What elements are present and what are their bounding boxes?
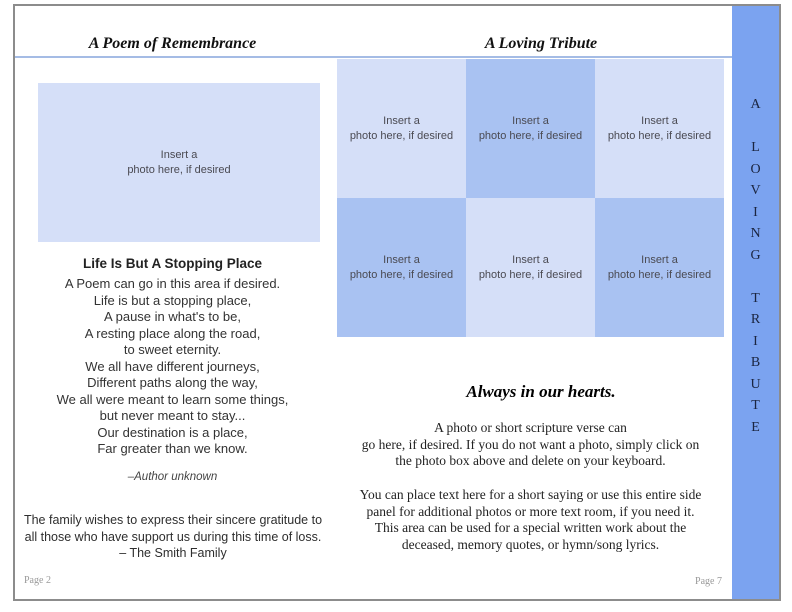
tribute-paragraph-line: A photo or short scripture verse can <box>434 420 627 435</box>
poem-line: Our destination is a place, <box>97 424 248 440</box>
photo-placeholder-grid <box>337 59 724 337</box>
page-number-right: Page 7 <box>695 576 722 587</box>
poem-line: A pause in what's to be, <box>104 309 241 324</box>
photo-placeholder-line1: Insert a <box>512 114 549 127</box>
photo-placeholder-text <box>479 253 582 283</box>
photo-placeholder-line1: Insert a <box>383 114 420 127</box>
tribute-heading: Always in our hearts. <box>466 382 616 401</box>
tribute-banner <box>732 6 779 599</box>
tribute-paragraph-1 <box>340 420 721 470</box>
photo-placeholder-line2: photo here, if desired <box>478 129 583 142</box>
tribute-paragraph-line: You can place text here for a short saying or use this entire side <box>359 487 702 502</box>
poem-line: Far greater than we know. <box>97 441 248 456</box>
poem-line: Different paths along the way, <box>87 375 258 390</box>
family-note-line: all those who have support us during this time of loss. <box>24 529 322 544</box>
page-number-left: Page 2 <box>24 575 51 586</box>
poem-title: Life Is But A Stopping Place <box>82 256 262 271</box>
poem-section <box>20 255 325 483</box>
photo-placeholder-line2: photo here, if desired <box>349 268 454 281</box>
photo-placeholder-line1: Insert a <box>160 148 198 161</box>
photo-placeholder-box[interactable] <box>337 59 466 198</box>
poem-line: to sweet eternity. <box>123 342 222 357</box>
photo-placeholder-text <box>127 148 230 178</box>
poem-line: We all have different journeys, <box>85 358 260 374</box>
photo-placeholder-box[interactable] <box>337 198 466 337</box>
poem-line: We all were meant to learn some things, <box>56 391 289 407</box>
poem-line: A resting place along the road, <box>84 325 261 341</box>
tribute-paragraph-line: This area can be used for a special written work about the <box>374 520 687 536</box>
photo-placeholder-line1: Insert a <box>512 253 549 266</box>
poem-line: A Poem can go in this area if desired. <box>64 276 281 291</box>
photo-placeholder-line2: photo here, if desired <box>607 268 712 281</box>
family-note-signature: – The Smith Family <box>119 546 227 560</box>
tribute-paragraph-2 <box>340 487 721 553</box>
photo-placeholder-box[interactable] <box>466 198 595 337</box>
photo-placeholder-text <box>608 114 711 144</box>
photo-placeholder-text <box>350 114 453 144</box>
poem-line: but never meant to stay... <box>99 408 246 423</box>
family-note-line: The family wishes to express their sincere gratitude to <box>23 513 323 527</box>
photo-placeholder-text <box>350 253 453 283</box>
photo-placeholder-line1: Insert a <box>383 253 420 266</box>
photo-placeholder-line1: Insert a <box>641 253 678 266</box>
poem-line: Life is but a stopping place, <box>93 292 252 308</box>
header-divider-rule <box>15 56 732 58</box>
tribute-paragraph-line: go here, if desired. If you do not want a photo, simply click on <box>361 436 700 452</box>
left-page-title: A Poem of Remembrance <box>88 35 257 52</box>
tribute-paragraph-line: deceased, memory quotes, or hymn/song lyrics. <box>401 536 660 552</box>
photo-placeholder-box[interactable] <box>466 59 595 198</box>
photo-placeholder-text <box>608 253 711 283</box>
right-page-title: A Loving Tribute <box>484 35 598 52</box>
photo-placeholder-line2: photo here, if desired <box>607 129 712 142</box>
tribute-paragraph-line: the photo box above and delete on your keyboard. <box>395 453 666 469</box>
photo-placeholder-line1: Insert a <box>641 114 678 127</box>
tribute-banner-vertical-label: A L O V I N G T R I B U T E <box>750 97 761 435</box>
tribute-paragraph-line: panel for additional photos or more text room, if you need it. <box>366 503 695 519</box>
photo-placeholder-line2: photo here, if desired <box>478 268 583 281</box>
photo-placeholder-box[interactable] <box>595 59 724 198</box>
family-gratitude-note <box>18 512 328 562</box>
photo-placeholder-text <box>479 114 582 144</box>
photo-placeholder-box[interactable] <box>595 198 724 337</box>
photo-placeholder-line2: photo here, if desired <box>127 163 231 176</box>
photo-placeholder-line2: photo here, if desired <box>349 129 454 142</box>
poem-attribution: –Author unknown <box>127 470 218 483</box>
photo-placeholder-box-large[interactable] <box>38 83 320 242</box>
